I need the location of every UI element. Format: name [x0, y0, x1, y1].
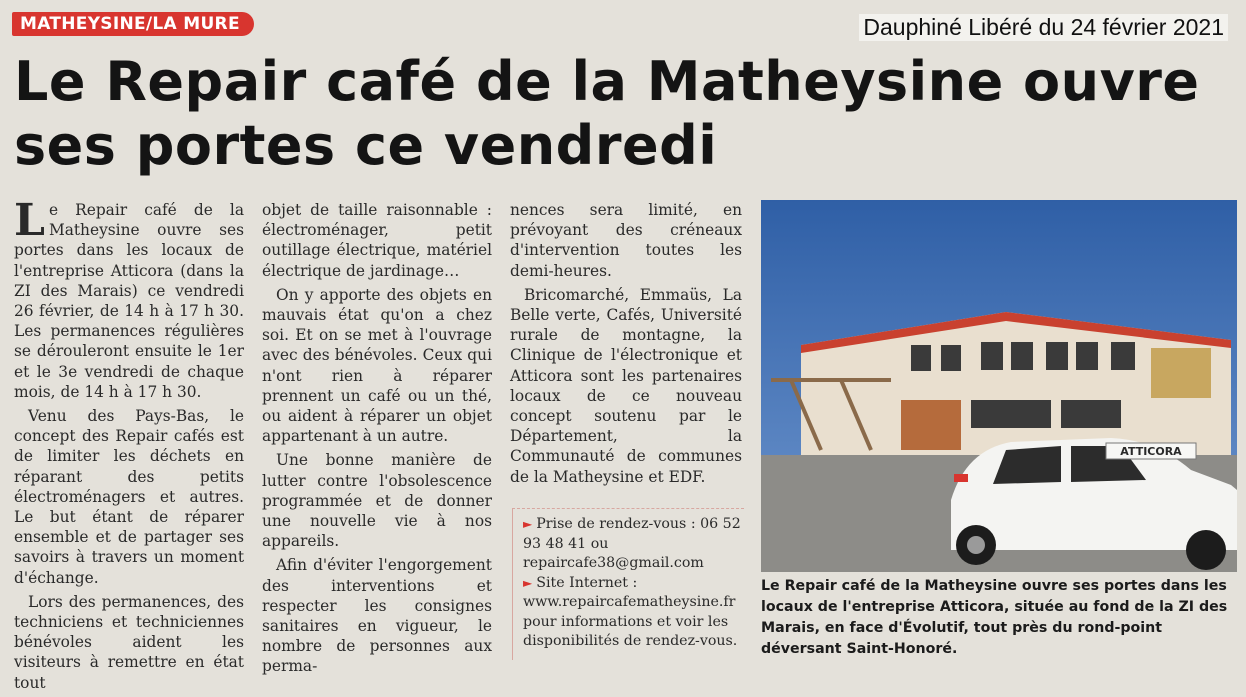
paragraph: Venu des Pays-Bas, le concept des Repair cafés est de limiter les déchets en réparant des petits électroménagers et autres. Le but étant de réparer ensemble et de partager ses savoirs à travers un moment d'échange.	[14, 407, 244, 587]
paragraph-text: e Repair café de la Matheysine ouvre ses portes dans les locaux de l'entreprise Atticora (dans la ZI des Marais) ce vendredi 26 février, de 14 h à 17 h 30. Les permanences régulières se dérouleront ensuite le 1er et le 3e vendredi de chaque mois, de 14 h à 17 h 30.	[14, 201, 244, 401]
arrow-right-icon: ►	[523, 517, 533, 531]
article-photo	[761, 200, 1237, 572]
paragraph: On y apporte des objets en mauvais état qu'on a chez soi. Et on se met à l'ouvrage avec des bénévoles. Ceux qui n'ont rien à réparer prennent un café ou un thé, ou aident à réparer un objet appartenant à un autre.	[262, 285, 492, 446]
paragraph: Bricomarché, Emmaüs, La Belle verte, Cafés, Université rurale de montagne, la Clinique de l'électronique et Atticora sont les partenaires locaux de ce nouveau concept soutenu par le Département, la Communauté de communes de la Matheysine et EDF.	[510, 285, 742, 486]
paragraph: Une bonne manière de lutter contre l'obsolescence programmée et de donner une nouvelle vie à nos appareils.	[262, 451, 492, 551]
article-column-2	[262, 200, 492, 681]
arrow-right-icon: ►	[523, 575, 533, 590]
paragraph: Afin d'éviter l'engorgement des interventions et respecter les consignes sanitaires en vigueur, le nombre de personnes aux perma-	[262, 556, 492, 676]
source-line: Dauphiné Libéré du 24 février 2021	[859, 14, 1228, 41]
paragraph: objet de taille raisonnable : électroménager, petit outillage électrique, matériel électrique de jardinage…	[262, 201, 492, 280]
paragraph: nences sera limité, en prévoyant des créneaux d'intervention toutes les demi-heures.	[510, 201, 742, 280]
section-tag: MATHEYSINE/LA MURE	[12, 12, 254, 36]
info-rdv-text: Prise de rendez-vous : 06 52 93 48 41 ou repaircafe38@gmail.com	[523, 516, 741, 571]
photo-caption: Le Repair café de la Matheysine ouvre ses portes dans les locaux de l'entreprise Atticora, située au fond de la ZI des Marais, en face d'Évolutif, tout près du rond-point déversant Saint-Honoré.	[761, 578, 1228, 657]
article-column-3	[510, 200, 742, 491]
svg-text:ATTICORA: ATTICORA	[1120, 445, 1182, 458]
article-headline: Le Repair café de la Matheysine ouvre ses portes ce vendredi	[14, 50, 1200, 177]
paragraph: Lors des permanences, des techniciens et techniciennes bénévoles aident les visiteurs à remettre en état tout	[14, 592, 244, 692]
info-rdv	[523, 515, 744, 574]
article-column-1	[14, 195, 244, 697]
info-box	[512, 508, 744, 660]
drop-cap: L	[14, 195, 45, 246]
info-site-text: Site Internet : www.repaircafematheysine.fr pour informations et voir les disponibilités de rendez-vous.	[523, 574, 738, 649]
paragraph	[14, 195, 244, 402]
atticora-sign	[1106, 443, 1196, 459]
info-site	[523, 574, 744, 652]
